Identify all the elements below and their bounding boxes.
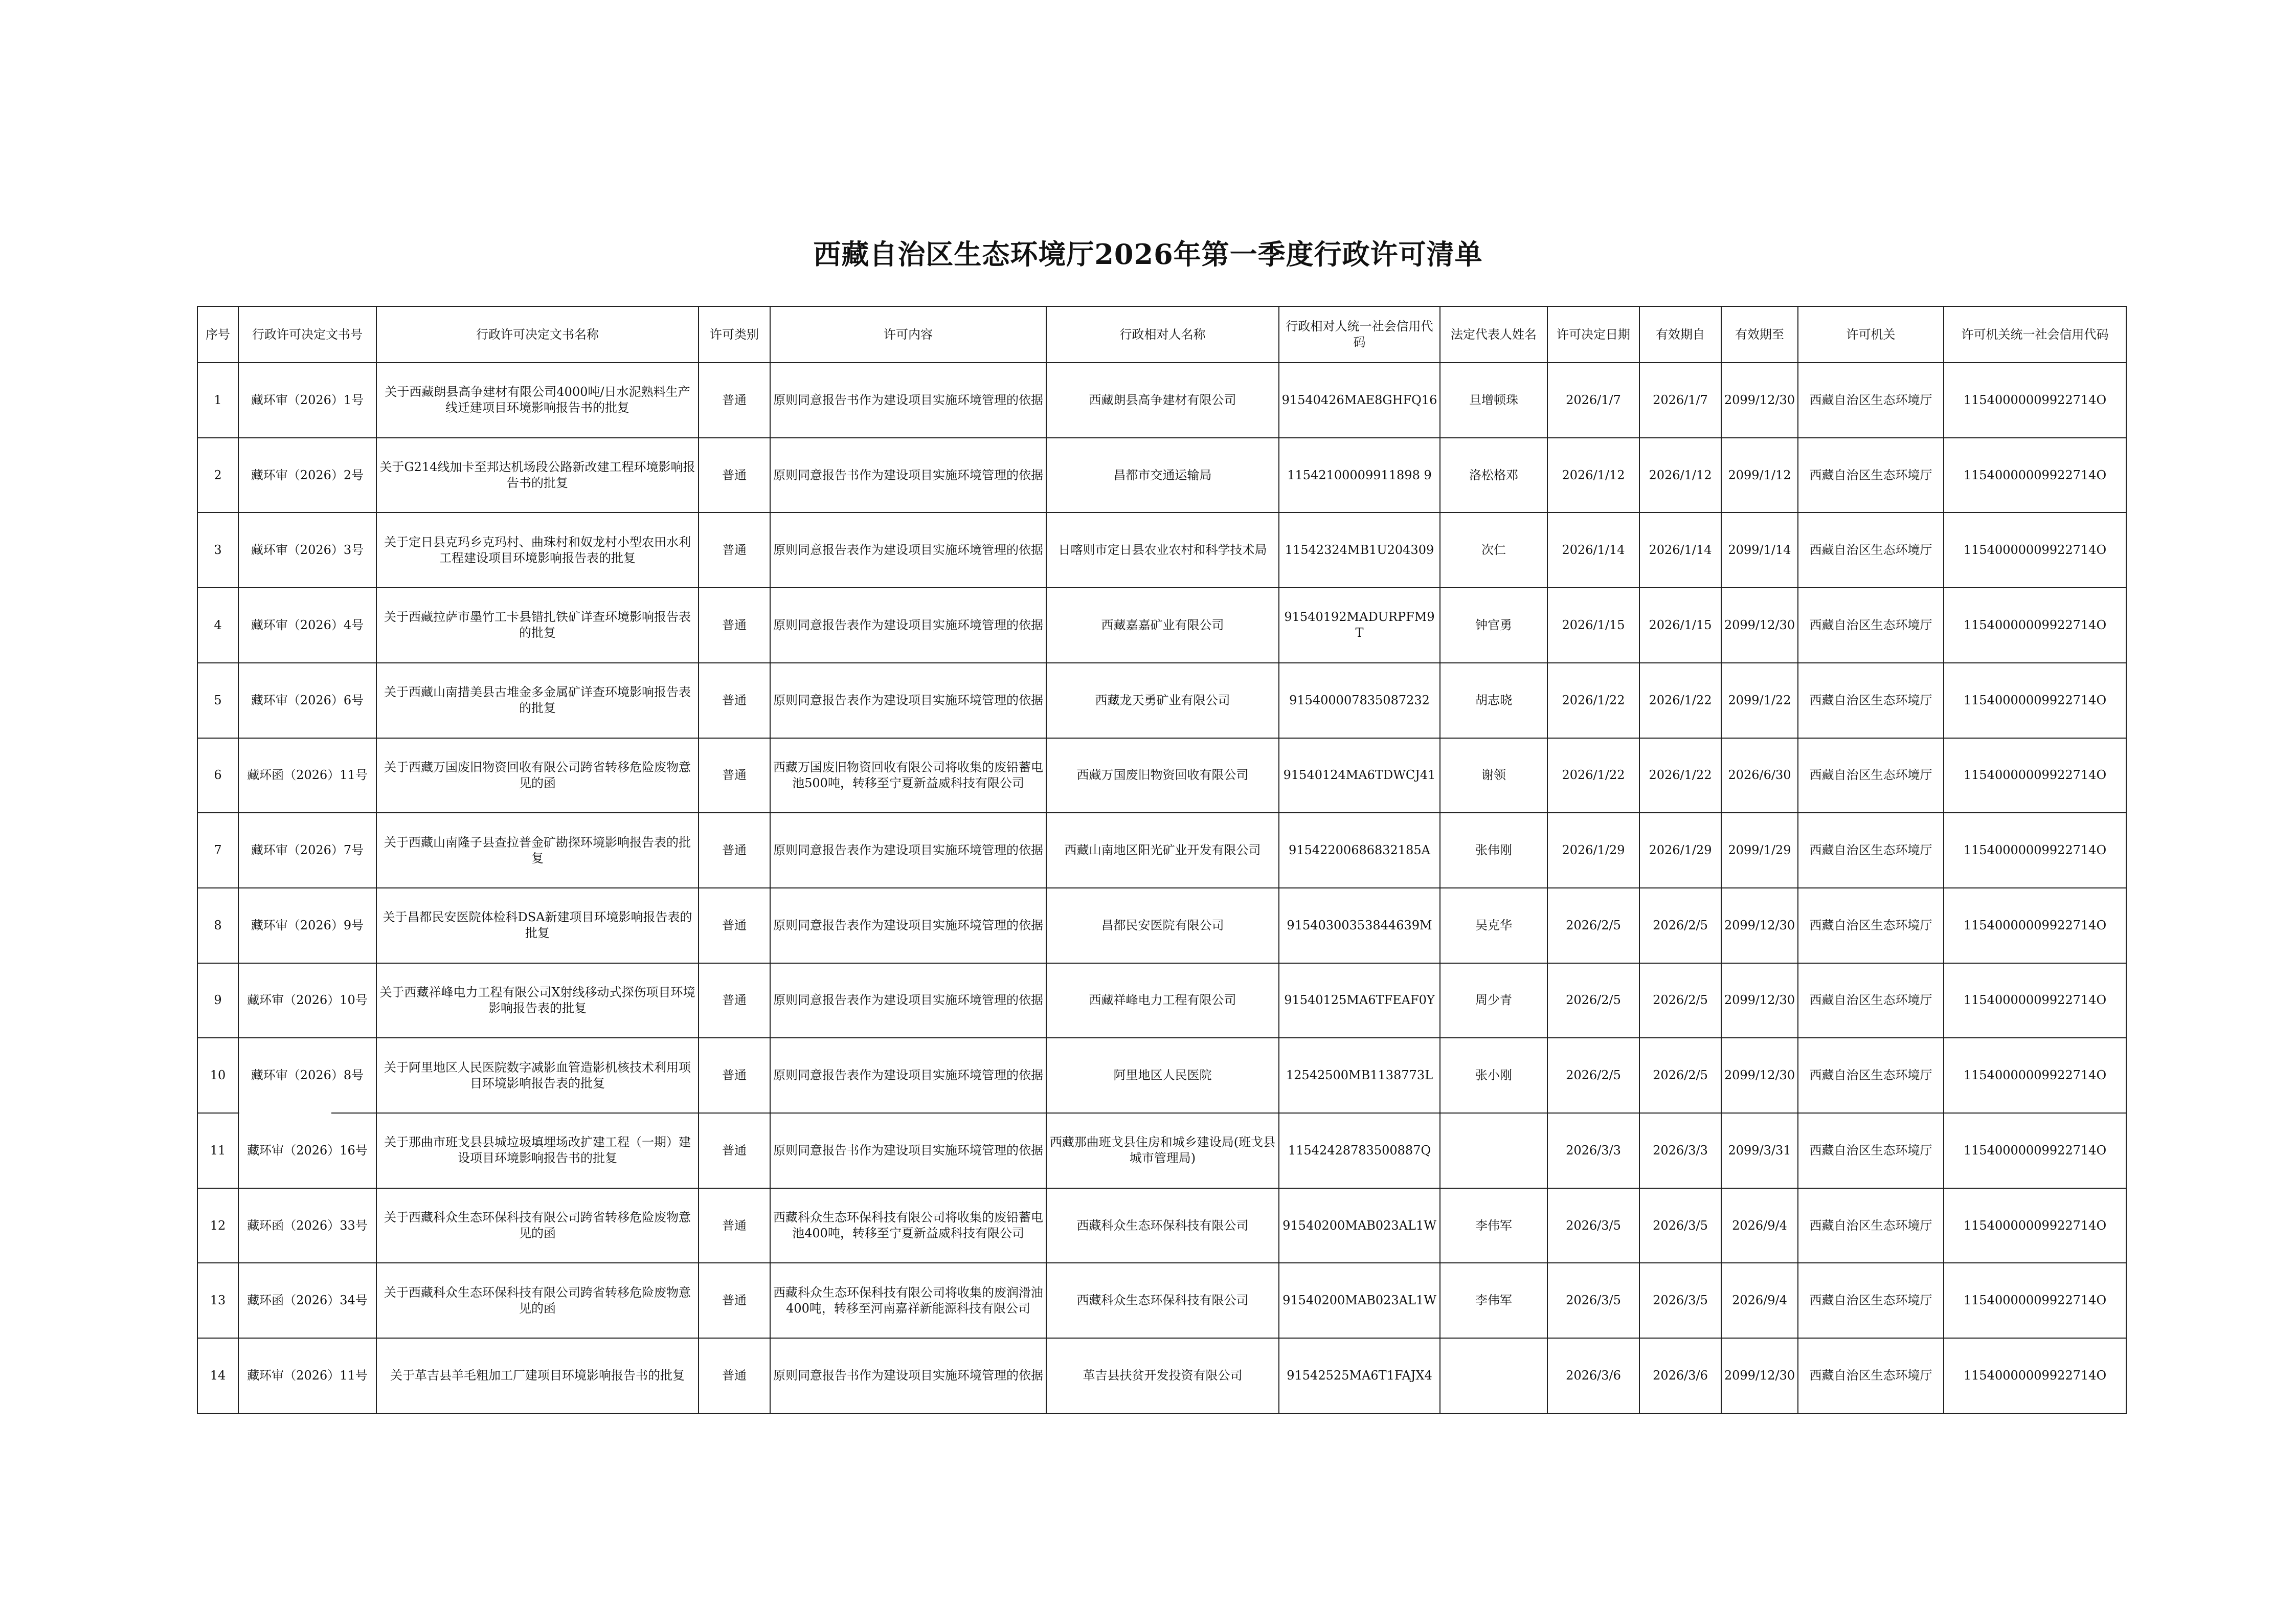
- cell-valid-from: 2026/2/5: [1639, 888, 1721, 963]
- cell-authority: 西藏自治区生态环境厅: [1798, 1188, 1944, 1263]
- cell-doc-name: 关于革吉县羊毛粗加工厂建项目环境影响报告书的批复: [376, 1338, 699, 1413]
- cell-no: 5: [197, 663, 238, 738]
- cell-legal-rep: 次仁: [1440, 513, 1547, 588]
- cell-credit-code: 91540300353844639M: [1279, 888, 1440, 963]
- cell-doc-name: 关于昌都民安医院体检科DSA新建项目环境影响报告表的批复: [376, 888, 699, 963]
- cell-valid-from: 2026/1/22: [1639, 738, 1721, 813]
- header-cell: 行政相对人名称: [1046, 306, 1279, 363]
- cell-party: 革吉县扶贫开发投资有限公司: [1046, 1338, 1279, 1413]
- cell-category: 普通: [699, 663, 770, 738]
- cell-valid-to: 2099/1/12: [1721, 438, 1798, 513]
- cell-legal-rep: 胡志晓: [1440, 663, 1547, 738]
- cell-content: 原则同意报告书作为建设项目实施环境管理的依据: [770, 1338, 1046, 1413]
- cell-valid-to: 2099/3/31: [1721, 1113, 1798, 1188]
- cell-authority-code: 11540000009922714O: [1944, 1338, 2126, 1413]
- cell-category: 普通: [699, 738, 770, 813]
- cell-valid-to: 2099/12/30: [1721, 363, 1798, 438]
- cell-party: 西藏山南地区阳光矿业开发有限公司: [1046, 813, 1279, 888]
- cell-credit-code: 11542324MB1U204309: [1279, 513, 1440, 588]
- page-title: 西藏自治区生态环境厅2026年第一季度行政许可清单: [813, 238, 1483, 271]
- cell-decision-date: 2026/3/6: [1547, 1338, 1639, 1413]
- table-row: [197, 1038, 2126, 1113]
- cell-valid-from: 2026/1/15: [1639, 588, 1721, 663]
- cell-doc-no: 藏环函（2026）34号: [238, 1263, 376, 1338]
- cell-doc-name: 关于西藏朗县高争建材有限公司4000吨/日水泥熟料生产线迁建项目环境影响报告书的批复: [376, 363, 699, 438]
- cell-legal-rep: 李伟军: [1440, 1263, 1547, 1338]
- cell-doc-no: 藏环审（2026）9号: [238, 888, 376, 963]
- cell-decision-date: 2026/1/7: [1547, 363, 1639, 438]
- cell-party: 西藏嘉嘉矿业有限公司: [1046, 588, 1279, 663]
- cell-valid-from: 2026/3/5: [1639, 1188, 1721, 1263]
- cell-decision-date: 2026/1/12: [1547, 438, 1639, 513]
- cell-valid-from: 2026/2/5: [1639, 963, 1721, 1038]
- cell-valid-from: 2026/2/5: [1639, 1038, 1721, 1113]
- cell-doc-no: 藏环审（2026）4号: [238, 588, 376, 663]
- cell-authority: 西藏自治区生态环境厅: [1798, 438, 1944, 513]
- cell-authority-code: 11540000009922714O: [1944, 438, 2126, 513]
- cell-doc-no: 藏环审（2026）2号: [238, 438, 376, 513]
- cell-doc-no: 藏环审（2026）16号: [238, 1113, 376, 1188]
- table-row: [197, 588, 2126, 663]
- header-cell: 许可机关: [1798, 306, 1944, 363]
- cell-valid-to: 2026/6/30: [1721, 738, 1798, 813]
- cell-doc-name: 关于那曲市班戈县县城垃圾填埋场改扩建工程（一期）建设项目环境影响报告书的批复: [376, 1113, 699, 1188]
- cell-valid-to: 2099/12/30: [1721, 1038, 1798, 1113]
- cell-doc-no: 藏环审（2026）1号: [238, 363, 376, 438]
- cell-authority: 西藏自治区生态环境厅: [1798, 738, 1944, 813]
- header-cell: 许可内容: [770, 306, 1046, 363]
- cell-valid-from: 2026/3/5: [1639, 1263, 1721, 1338]
- header-cell: 许可类别: [699, 306, 770, 363]
- cell-party: 西藏朗县高争建材有限公司: [1046, 363, 1279, 438]
- cell-party: 西藏祥峰电力工程有限公司: [1046, 963, 1279, 1038]
- cell-doc-no: 藏环审（2026）6号: [238, 663, 376, 738]
- cell-authority-code: 11540000009922714O: [1944, 1038, 2126, 1113]
- cell-no: 13: [197, 1263, 238, 1338]
- cell-legal-rep: 张伟刚: [1440, 813, 1547, 888]
- header-cell: 序号: [197, 306, 238, 363]
- cell-credit-code: 91542525MA6T1FAJX4: [1279, 1338, 1440, 1413]
- cell-legal-rep: 旦增顿珠: [1440, 363, 1547, 438]
- cell-credit-code: 91540125MA6TFEAF0Y: [1279, 963, 1440, 1038]
- cell-credit-code: 91540124MA6TDWCJ41: [1279, 738, 1440, 813]
- cell-doc-no: 藏环函（2026）33号: [238, 1188, 376, 1263]
- cell-valid-to: 2099/1/14: [1721, 513, 1798, 588]
- table-row: [197, 1188, 2126, 1263]
- header-cell: 许可决定日期: [1547, 306, 1639, 363]
- cell-category: 普通: [699, 1113, 770, 1188]
- cell-authority-code: 11540000009922714O: [1944, 663, 2126, 738]
- table-row: [197, 738, 2126, 813]
- cell-decision-date: 2026/3/5: [1547, 1188, 1639, 1263]
- cell-authority: 西藏自治区生态环境厅: [1798, 813, 1944, 888]
- cell-authority: 西藏自治区生态环境厅: [1798, 363, 1944, 438]
- table-row: [197, 513, 2126, 588]
- cell-doc-no: 藏环函（2026）11号: [238, 738, 376, 813]
- cell-authority: 西藏自治区生态环境厅: [1798, 963, 1944, 1038]
- cell-legal-rep: 张小刚: [1440, 1038, 1547, 1113]
- table-row: [197, 663, 2126, 738]
- cell-no: 6: [197, 738, 238, 813]
- cell-content: 原则同意报告书作为建设项目实施环境管理的依据: [770, 1113, 1046, 1188]
- table-row: [197, 888, 2126, 963]
- cell-category: 普通: [699, 1263, 770, 1338]
- cell-no: 8: [197, 888, 238, 963]
- cell-no: 10: [197, 1038, 238, 1113]
- cell-no: 2: [197, 438, 238, 513]
- cell-authority-code: 11540000009922714O: [1944, 588, 2126, 663]
- cell-authority: 西藏自治区生态环境厅: [1798, 1263, 1944, 1338]
- cell-credit-code: 91540192MADURPFM9T: [1279, 588, 1440, 663]
- cell-decision-date: 2026/2/5: [1547, 963, 1639, 1038]
- cell-doc-no: 藏环审（2026）10号: [238, 963, 376, 1038]
- cell-decision-date: 2026/1/22: [1547, 738, 1639, 813]
- permit-table: [197, 306, 2127, 1414]
- cell-legal-rep: [1440, 1338, 1547, 1413]
- cell-party: 西藏龙天勇矿业有限公司: [1046, 663, 1279, 738]
- cell-valid-from: 2026/1/7: [1639, 363, 1721, 438]
- cell-authority-code: 11540000009922714O: [1944, 738, 2126, 813]
- cell-doc-no: 藏环审（2026）3号: [238, 513, 376, 588]
- header-cell: 行政相对人统一社会信用代码: [1279, 306, 1440, 363]
- cell-party: 阿里地区人民医院: [1046, 1038, 1279, 1113]
- cell-legal-rep: [1440, 1113, 1547, 1188]
- cell-content: 原则同意报告表作为建设项目实施环境管理的依据: [770, 1038, 1046, 1113]
- cell-valid-to: 2026/9/4: [1721, 1188, 1798, 1263]
- header-cell: 法定代表人姓名: [1440, 306, 1547, 363]
- cell-doc-no: 藏环审（2026）7号: [238, 813, 376, 888]
- cell-doc-name: 关于西藏万国废旧物资回收有限公司跨省转移危险废物意见的函: [376, 738, 699, 813]
- cell-party: 昌都民安医院有限公司: [1046, 888, 1279, 963]
- cell-doc-name: 关于西藏科众生态环保科技有限公司跨省转移危险废物意见的函: [376, 1263, 699, 1338]
- cell-decision-date: 2026/1/29: [1547, 813, 1639, 888]
- cell-credit-code: 915400007835087232: [1279, 663, 1440, 738]
- table-row: [197, 363, 2126, 438]
- cell-authority-code: 11540000009922714O: [1944, 813, 2126, 888]
- cell-decision-date: 2026/1/14: [1547, 513, 1639, 588]
- cell-legal-rep: 谢领: [1440, 738, 1547, 813]
- cell-content: 西藏万国废旧物资回收有限公司将收集的废铅蓄电池500吨，转移至宁夏新益威科技有限公司: [770, 738, 1046, 813]
- cell-decision-date: 2026/3/5: [1547, 1263, 1639, 1338]
- cell-party: 西藏那曲班戈县住房和城乡建设局(班戈县城市管理局): [1046, 1113, 1279, 1188]
- cell-category: 普通: [699, 438, 770, 513]
- cell-authority-code: 11540000009922714O: [1944, 513, 2126, 588]
- cell-category: 普通: [699, 1338, 770, 1413]
- cell-valid-to: 2099/12/30: [1721, 1338, 1798, 1413]
- cell-category: 普通: [699, 813, 770, 888]
- cell-authority: 西藏自治区生态环境厅: [1798, 513, 1944, 588]
- cell-category: 普通: [699, 1038, 770, 1113]
- cell-authority: 西藏自治区生态环境厅: [1798, 888, 1944, 963]
- cell-no: 14: [197, 1338, 238, 1413]
- cell-content: 原则同意报告表作为建设项目实施环境管理的依据: [770, 813, 1046, 888]
- cell-content: 原则同意报告表作为建设项目实施环境管理的依据: [770, 588, 1046, 663]
- cell-credit-code: 91540200MAB023AL1W: [1279, 1188, 1440, 1263]
- header-cell: 许可机关统一社会信用代码: [1944, 306, 2126, 363]
- cell-doc-no: 藏环审（2026）11号: [238, 1338, 376, 1413]
- cell-valid-from: 2026/3/6: [1639, 1338, 1721, 1413]
- header-cell: 行政许可决定文书名称: [376, 306, 699, 363]
- cell-party: 西藏科众生态环保科技有限公司: [1046, 1263, 1279, 1338]
- table-row: [197, 1113, 2126, 1188]
- cell-authority-code: 11540000009922714O: [1944, 1188, 2126, 1263]
- cell-content: 原则同意报告表作为建设项目实施环境管理的依据: [770, 888, 1046, 963]
- cell-no: 7: [197, 813, 238, 888]
- cell-legal-rep: 吴克华: [1440, 888, 1547, 963]
- table-row: [197, 963, 2126, 1038]
- cell-doc-name: 关于西藏拉萨市墨竹工卡县错扎铁矿详查环境影响报告表的批复: [376, 588, 699, 663]
- cell-authority-code: 11540000009922714O: [1944, 1263, 2126, 1338]
- cell-decision-date: 2026/3/3: [1547, 1113, 1639, 1188]
- cell-doc-name: 关于定日县克玛乡克玛村、曲珠村和奴龙村小型农田水利工程建设项目环境影响报告表的批复: [376, 513, 699, 588]
- cell-valid-to: 2099/12/30: [1721, 588, 1798, 663]
- cell-valid-from: 2026/1/29: [1639, 813, 1721, 888]
- cell-valid-to: 2026/9/4: [1721, 1263, 1798, 1338]
- cell-authority: 西藏自治区生态环境厅: [1798, 588, 1944, 663]
- cell-valid-from: 2026/1/22: [1639, 663, 1721, 738]
- cell-no: 3: [197, 513, 238, 588]
- cell-content: 原则同意报告表作为建设项目实施环境管理的依据: [770, 663, 1046, 738]
- cell-credit-code: 11542428783500887Q: [1279, 1113, 1440, 1188]
- cell-legal-rep: 李伟军: [1440, 1188, 1547, 1263]
- header-row: [197, 306, 2126, 363]
- header-cell: 有效期自: [1639, 306, 1721, 363]
- cell-doc-no: 藏环审（2026）8号: [238, 1038, 376, 1113]
- header-cell: 有效期至: [1721, 306, 1798, 363]
- cell-credit-code: 91540200MAB023AL1W: [1279, 1263, 1440, 1338]
- cell-authority-code: 11540000009922714O: [1944, 963, 2126, 1038]
- cell-doc-name: 关于阿里地区人民医院数字减影血管造影机核技术利用项目环境影响报告表的批复: [376, 1038, 699, 1113]
- cell-doc-name: 关于西藏科众生态环保科技有限公司跨省转移危险废物意见的函: [376, 1188, 699, 1263]
- cell-authority: 西藏自治区生态环境厅: [1798, 1338, 1944, 1413]
- table-row: [197, 813, 2126, 888]
- cell-party: 西藏科众生态环保科技有限公司: [1046, 1188, 1279, 1263]
- cell-category: 普通: [699, 363, 770, 438]
- cell-category: 普通: [699, 963, 770, 1038]
- cell-valid-to: 2099/1/22: [1721, 663, 1798, 738]
- cell-doc-name: 关于G214线加卡至邦达机场段公路新改建工程环境影响报告书的批复: [376, 438, 699, 513]
- cell-content: 原则同意报告书作为建设项目实施环境管理的依据: [770, 438, 1046, 513]
- cell-valid-from: 2026/3/3: [1639, 1113, 1721, 1188]
- cell-authority-code: 11540000009922714O: [1944, 888, 2126, 963]
- cell-legal-rep: 钟官勇: [1440, 588, 1547, 663]
- cell-authority-code: 11540000009922714O: [1944, 363, 2126, 438]
- cell-no: 4: [197, 588, 238, 663]
- cell-decision-date: 2026/2/5: [1547, 1038, 1639, 1113]
- cell-party: 日喀则市定日县农业农村和科学技术局: [1046, 513, 1279, 588]
- cell-credit-code: 91542200686832185A: [1279, 813, 1440, 888]
- cell-credit-code: 91540426MAE8GHFQ16: [1279, 363, 1440, 438]
- cell-decision-date: 2026/1/22: [1547, 663, 1639, 738]
- table-row: [197, 438, 2126, 513]
- cell-authority: 西藏自治区生态环境厅: [1798, 1113, 1944, 1188]
- cell-content: 西藏科众生态环保科技有限公司将收集的废润滑油400吨，转移至河南嘉祥新能源科技有限公司: [770, 1263, 1046, 1338]
- cell-party: 西藏万国废旧物资回收有限公司: [1046, 738, 1279, 813]
- cell-content: 原则同意报告表作为建设项目实施环境管理的依据: [770, 513, 1046, 588]
- cell-no: 12: [197, 1188, 238, 1263]
- cell-valid-to: 2099/1/29: [1721, 813, 1798, 888]
- cell-no: 1: [197, 363, 238, 438]
- cell-authority: 西藏自治区生态环境厅: [1798, 663, 1944, 738]
- cell-border-gap: [239, 1111, 331, 1131]
- cell-decision-date: 2026/1/15: [1547, 588, 1639, 663]
- cell-category: 普通: [699, 888, 770, 963]
- cell-no: 11: [197, 1113, 238, 1188]
- cell-credit-code: 11542100009911898 9: [1279, 438, 1440, 513]
- header-cell: 行政许可决定文书号: [238, 306, 376, 363]
- cell-doc-name: 关于西藏祥峰电力工程有限公司X射线移动式探伤项目环境影响报告表的批复: [376, 963, 699, 1038]
- cell-category: 普通: [699, 588, 770, 663]
- cell-category: 普通: [699, 513, 770, 588]
- cell-doc-name: 关于西藏山南隆子县查拉普金矿勘探环境影响报告表的批复: [376, 813, 699, 888]
- cell-content: 原则同意报告书作为建设项目实施环境管理的依据: [770, 363, 1046, 438]
- cell-legal-rep: 洛松格邓: [1440, 438, 1547, 513]
- cell-valid-from: 2026/1/12: [1639, 438, 1721, 513]
- cell-authority-code: 11540000009922714O: [1944, 1113, 2126, 1188]
- cell-category: 普通: [699, 1188, 770, 1263]
- table-row: [197, 1338, 2126, 1413]
- cell-authority: 西藏自治区生态环境厅: [1798, 1038, 1944, 1113]
- cell-content: 西藏科众生态环保科技有限公司将收集的废铅蓄电池400吨，转移至宁夏新益威科技有限公司: [770, 1188, 1046, 1263]
- cell-credit-code: 12542500MB1138773L: [1279, 1038, 1440, 1113]
- cell-no: 9: [197, 963, 238, 1038]
- table-row: [197, 1263, 2126, 1338]
- cell-valid-to: 2099/12/30: [1721, 963, 1798, 1038]
- cell-party: 昌都市交通运输局: [1046, 438, 1279, 513]
- cell-decision-date: 2026/2/5: [1547, 888, 1639, 963]
- cell-valid-to: 2099/12/30: [1721, 888, 1798, 963]
- cell-doc-name: 关于西藏山南措美县古堆金多金属矿详查环境影响报告表的批复: [376, 663, 699, 738]
- cell-valid-from: 2026/1/14: [1639, 513, 1721, 588]
- cell-legal-rep: 周少青: [1440, 963, 1547, 1038]
- cell-content: 原则同意报告表作为建设项目实施环境管理的依据: [770, 963, 1046, 1038]
